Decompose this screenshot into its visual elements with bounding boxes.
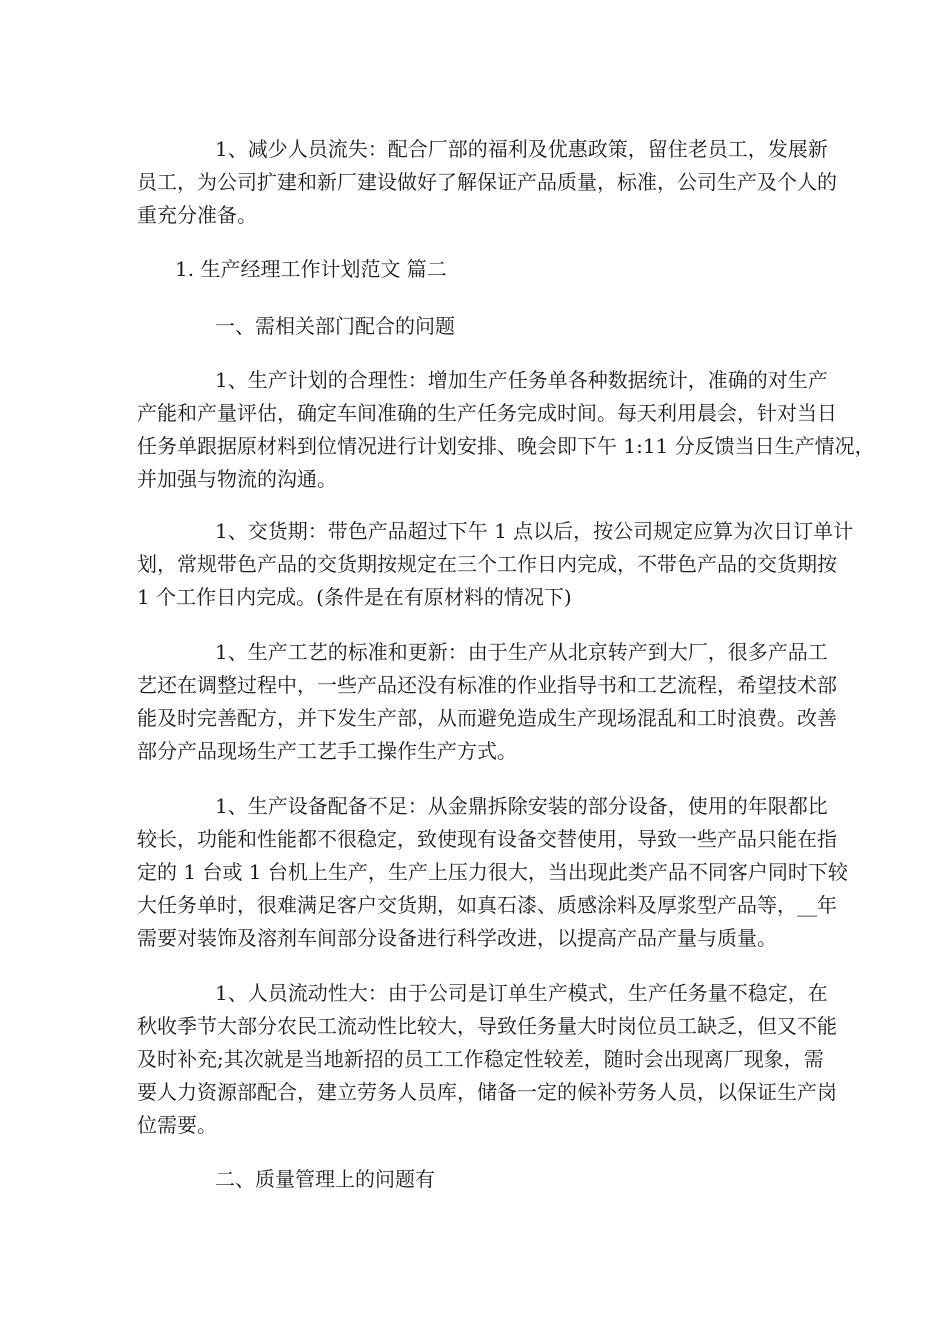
paragraph-equipment: [137, 790, 848, 955]
paragraph-staff-mobility: [137, 977, 837, 1142]
text-line: 能及时完善配方，并下发生产部，从而避免造成生产现场混乱和工时浪费。改善: [137, 706, 837, 730]
text-line: 1、生产设备配备不足：从金鼎拆除安装的部分设备，使用的年限都比: [215, 794, 828, 818]
text-line: 艺还在调整过程中，一些产品还没有标准的作业指导书和工艺流程，希望技术部: [137, 673, 837, 697]
text-line: 员工，为公司扩建和新厂建设做好了解保证产品质量，标准，公司生产及个人的: [137, 170, 837, 194]
text-line: 1 个工作日内完成。(条件是在有原材料的情况下): [137, 585, 572, 609]
text-line: 1、交货期：带色产品超过下午 1 点以后，按公司规定应算为次日订单计: [215, 519, 854, 543]
text-line: 需要对装饰及溶剂车间部分设备进行科学改进，以提高产品产量与质量。: [137, 926, 777, 950]
text-line: 重充分准备。: [137, 203, 257, 227]
text-line: 大任务单时，很难满足客户交货期，如真石漆、质感涂料及厚浆型产品等，__年: [137, 893, 837, 917]
text-line: 及时补充;其次就是当地新招的员工工作稳定性较差，随时会出现离厂现象，需: [137, 1047, 824, 1071]
text-line: 定的 1 台或 1 台机上生产，生产上压力很大，当出现此类产品不同客户同时下较: [137, 860, 848, 884]
text-line: 1、减少人员流失：配合厂部的福利及优惠政策，留住老员工，发展新: [215, 137, 828, 161]
paragraph-reduce-turnover: [137, 133, 837, 232]
paragraph-production-plan: [137, 364, 875, 496]
paragraph-process-standards: [137, 636, 837, 768]
text-line: 1、生产计划的合理性：增加生产任务单各种数据统计，准确的对生产: [215, 368, 828, 392]
text-line: 1、生产工艺的标准和更新：由于生产从北京转产到大厂，很多产品工: [215, 640, 828, 664]
text-line: 秋收季节大部分农民工流动性比较大，导致任务量大时岗位员工缺乏，但又不能: [137, 1014, 837, 1038]
text-line: 要人力资源部配合，建立劳务人员库，储备一定的候补劳务人员，以保证生产岗: [137, 1080, 837, 1104]
text-line: 任务单跟据原材料到位情况进行计划安排、晚会即下午 1:11 分反馈当日生产情况，: [137, 434, 875, 458]
section-heading: 一、需相关部门配合的问题: [215, 314, 455, 338]
text-line: 并加强与物流的沟通。: [137, 467, 337, 491]
document-subtitle: 1. 生产经理工作计划范文 篇二: [175, 257, 447, 281]
paragraph-delivery: [137, 515, 854, 614]
text-line: 较长，功能和性能都不很稳定，致使现有设备交替使用，导致一些产品只能在指: [137, 827, 837, 851]
text-line: 部分产品现场生产工艺手工操作生产方式。: [137, 739, 517, 763]
text-line: 划，常规带色产品的交货期按规定在三个工作日内完成，不带色产品的交货期按: [137, 552, 837, 576]
text-line: 1、人员流动性大：由于公司是订单生产模式，生产任务量不稳定，在: [215, 981, 828, 1005]
text-line: 位需要。: [137, 1113, 217, 1137]
section-heading: 二、质量管理上的问题有: [215, 1167, 435, 1191]
text-line: 产能和产量评估，确定车间准确的生产任务完成时间。每天利用晨会，针对当日: [137, 401, 837, 425]
